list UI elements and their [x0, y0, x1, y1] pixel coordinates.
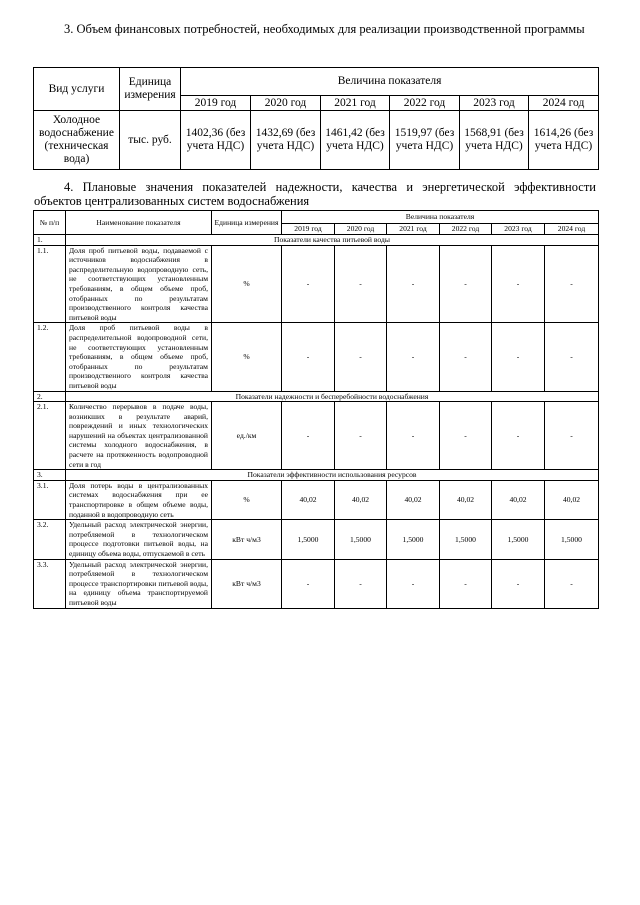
col-header-num: № п/п	[34, 211, 66, 235]
row-value: 1,5000	[492, 520, 545, 559]
table-row	[34, 520, 599, 559]
year-header: 2023 год	[492, 224, 545, 235]
row-num: 3.2.	[34, 520, 66, 559]
col-header-service: Вид услуги	[34, 68, 120, 111]
row-value: 40,02	[545, 480, 599, 519]
row-value: -	[282, 402, 335, 470]
row-value: -	[440, 402, 492, 470]
section-title: Показатели качества питьевой воды	[66, 235, 599, 246]
row-value: -	[440, 245, 492, 323]
row-value: 40,02	[440, 480, 492, 519]
row-value: -	[282, 245, 335, 323]
year-header: 2019 год	[282, 224, 335, 235]
row-num: 2.1.	[34, 402, 66, 470]
col-header-unit: Единица измерения	[120, 68, 181, 111]
value-cell: 1402,36 (без учета НДС)	[181, 111, 251, 170]
value-cell: 1614,26 (без учета НДС)	[529, 111, 599, 170]
row-value: 1,5000	[387, 520, 440, 559]
row-unit: %	[212, 480, 282, 519]
col-header-value: Величина показателя	[282, 211, 599, 224]
table-row	[34, 323, 599, 391]
row-value: 40,02	[387, 480, 440, 519]
section-num: 3.	[34, 470, 66, 481]
row-num: 1.2.	[34, 323, 66, 391]
row-value: -	[492, 245, 545, 323]
section3-heading: 3. Объем финансовых потребностей, необходимых для реализации производственной программы	[64, 22, 585, 36]
value-cell: 1568,91 (без учета НДС)	[460, 111, 529, 170]
col-header-unit: Единица измерения	[212, 211, 282, 235]
year-header: 2023 год	[460, 96, 529, 111]
section-row	[34, 391, 599, 402]
row-value: -	[387, 323, 440, 391]
section4-heading: 4. Плановые значения показателей надежности, качества и энергетической эффективности объектов централизованных систем водоснабжения	[34, 180, 596, 208]
indicators-table	[33, 210, 599, 609]
row-num: 3.3.	[34, 559, 66, 608]
row-name: Количество перерывов в подаче воды, возникших в результате аварий, повреждений и иных технологических нарушений на объектах централизованной системы холодного водоснабжения, в расчете на протяженность водопроводной сети в год	[66, 402, 212, 470]
value-cell: 1461,42 (без учета НДС)	[321, 111, 390, 170]
year-header: 2024 год	[529, 96, 599, 111]
section-title: Показатели эффективности использования ресурсов	[66, 470, 599, 481]
year-header: 2024 год	[545, 224, 599, 235]
row-value: -	[282, 559, 335, 608]
row-name: Удельный расход электрической энергии, потребляемой в технологическом процессе транспортировки питьевой воды, на единицу объема транспортируемой питьевой воды	[66, 559, 212, 608]
year-header: 2021 год	[387, 224, 440, 235]
row-value: -	[492, 402, 545, 470]
table-row	[34, 245, 599, 323]
row-unit: %	[212, 323, 282, 391]
row-value: 1,5000	[440, 520, 492, 559]
row-value: 1,5000	[282, 520, 335, 559]
section-num: 1.	[34, 235, 66, 246]
section-title: Показатели надежности и бесперебойности водоснабжения	[66, 391, 599, 402]
row-value: -	[545, 323, 599, 391]
row-unit: кВт ч/м3	[212, 559, 282, 608]
col-header-name: Наименование показателя	[66, 211, 212, 235]
section-num: 2.	[34, 391, 66, 402]
row-name: Доля проб питьевой воды в распределительной водопроводной сети, не соответствующих установленным требованиям, в общем объеме проб, отобранных по результатам производственного контроля качества питьевой воды	[66, 323, 212, 391]
table-row	[34, 402, 599, 470]
year-header: 2022 год	[440, 224, 492, 235]
row-value: -	[387, 402, 440, 470]
year-header: 2020 год	[335, 224, 387, 235]
row-value: -	[335, 245, 387, 323]
row-value: 1,5000	[545, 520, 599, 559]
row-value: -	[440, 323, 492, 391]
section-row	[34, 235, 599, 246]
row-value: -	[545, 402, 599, 470]
row-value: -	[492, 323, 545, 391]
year-header: 2019 год	[181, 96, 251, 111]
section-row	[34, 470, 599, 481]
row-value: 1,5000	[335, 520, 387, 559]
value-cell: 1519,97 (без учета НДС)	[390, 111, 460, 170]
row-value: -	[282, 323, 335, 391]
row-value: -	[335, 323, 387, 391]
row-unit: ед./км	[212, 402, 282, 470]
col-header-value: Величина показателя	[181, 68, 599, 96]
row-unit: %	[212, 245, 282, 323]
row-value: 40,02	[492, 480, 545, 519]
unit-cell: тыс. руб.	[120, 111, 181, 170]
row-value: 40,02	[335, 480, 387, 519]
year-header: 2022 год	[390, 96, 460, 111]
row-value: -	[492, 559, 545, 608]
financial-needs-table	[33, 67, 599, 170]
row-value: -	[387, 245, 440, 323]
service-cell: Холодное водоснабжение (техническая вода)	[34, 111, 120, 170]
table-row	[34, 559, 599, 608]
row-name: Доля проб питьевой воды, подаваемой с источников водоснабжения в распределительную водопроводную сеть, не соответствующих установленным требованиям, в общем объеме проб, отобранных по результатам производственного контроля качества питьевой воды	[66, 245, 212, 323]
row-value: -	[440, 559, 492, 608]
row-value: -	[545, 245, 599, 323]
row-value: -	[387, 559, 440, 608]
row-num: 3.1.	[34, 480, 66, 519]
year-header: 2021 год	[321, 96, 390, 111]
row-name: Удельный расход электрической энергии, потребляемой в технологическом процессе подготовки питьевой воды, на единицу объема воды, отпускаемой в сеть	[66, 520, 212, 559]
value-cell: 1432,69 (без учета НДС)	[251, 111, 321, 170]
row-value: -	[545, 559, 599, 608]
row-name: Доля потерь воды в централизованных системах водоснабжения при ее транспортировке в общем объеме воды, поданной в водопроводную сеть	[66, 480, 212, 519]
row-value: -	[335, 559, 387, 608]
row-unit: кВт ч/м3	[212, 520, 282, 559]
table-row	[34, 480, 599, 519]
year-header: 2020 год	[251, 96, 321, 111]
row-value: 40,02	[282, 480, 335, 519]
row-value: -	[335, 402, 387, 470]
row-num: 1.1.	[34, 245, 66, 323]
